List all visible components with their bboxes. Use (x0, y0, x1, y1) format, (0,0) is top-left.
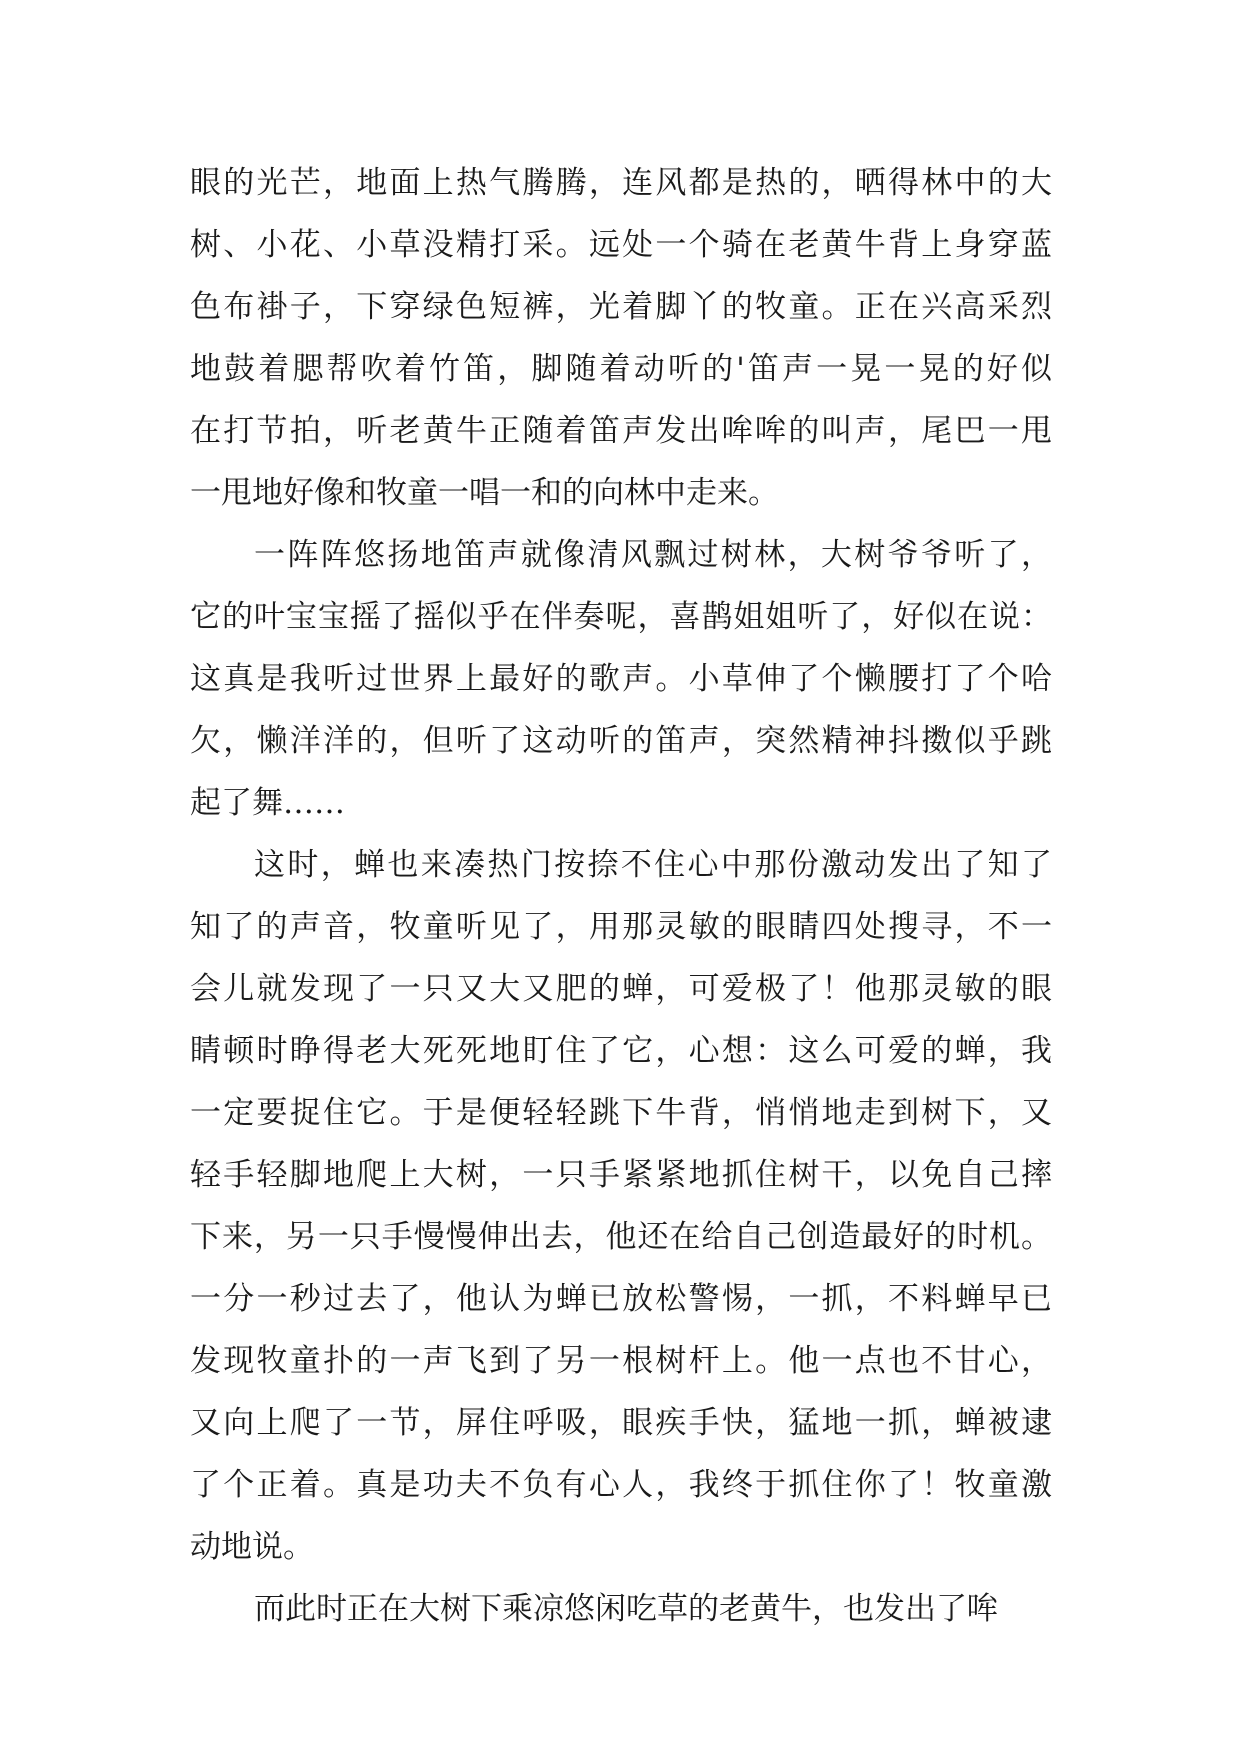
text-line: 睛顿时睁得老大死死地盯住了它，心想：这么可爱的蝉，我 (190, 1033, 1052, 1069)
paragraph-p3 (190, 834, 1052, 1578)
text-line: 一分一秒过去了，他认为蝉已放松警惕，一抓，不料蝉早已 (190, 1281, 1052, 1317)
text-line: 一甩地好像和牧童一唱一和的向林中走来。 (190, 475, 779, 511)
text-line: 下来，另一只手慢慢伸出去，他还在给自己创造最好的时机。 (190, 1219, 1052, 1255)
text-line: 而此时正在大树下乘凉悠闲吃草的老黄牛，也发出了哞 (254, 1591, 998, 1627)
paragraph-p1 (190, 152, 1052, 524)
text-line: 一定要捉住它。于是便轻轻跳下牛背，悄悄地走到树下，又 (190, 1095, 1052, 1131)
text-line: 动地说。 (190, 1529, 314, 1565)
text-line: 了个正着。真是功夫不负有心人，我终于抓住你了！牧童激 (190, 1467, 1052, 1503)
text-line: 发现牧童扑的一声飞到了另一根树杆上。他一点也不甘心， (190, 1343, 1052, 1379)
text-line: 地鼓着腮帮吹着竹笛，脚随着动听的'笛声一晃一晃的好似 (190, 351, 1052, 387)
text-line: 在打节拍，听老黄牛正随着笛声发出哞哞的叫声，尾巴一甩 (190, 413, 1052, 449)
document-body (190, 152, 1052, 1640)
text-line: 它的叶宝宝摇了摇似乎在伴奏呢，喜鹊姐姐听了，好似在说： (190, 599, 1052, 635)
text-line: 会儿就发现了一只又大又肥的蝉，可爱极了！他那灵敏的眼 (190, 971, 1052, 1007)
text-line: 欠，懒洋洋的，但听了这动听的笛声，突然精神抖擞似乎跳 (190, 723, 1052, 759)
text-line: 又向上爬了一节，屏住呼吸，眼疾手快，猛地一抓，蝉被逮 (190, 1405, 1052, 1441)
text-line: 起了舞…… (190, 785, 345, 821)
text-line: 知了的声音，牧童听见了，用那灵敏的眼睛四处搜寻，不一 (190, 909, 1052, 945)
text-line: 一阵阵悠扬地笛声就像清风飘过树林，大树爷爷听了， (254, 537, 1052, 573)
paragraph-p4 (190, 1578, 1052, 1640)
text-line: 眼的光芒，地面上热气腾腾，连风都是热的，晒得林中的大 (190, 165, 1052, 201)
text-line: 这时，蝉也来凑热门按捺不住心中那份激动发出了知了 (254, 847, 1052, 883)
text-line: 色布褂子，下穿绿色短裤，光着脚丫的牧童。正在兴高采烈 (190, 289, 1052, 325)
text-line: 这真是我听过世界上最好的歌声。小草伸了个懒腰打了个哈 (190, 661, 1052, 697)
paragraph-p2 (190, 524, 1052, 834)
text-line: 树、小花、小草没精打采。远处一个骑在老黄牛背上身穿蓝 (190, 227, 1052, 263)
text-line: 轻手轻脚地爬上大树，一只手紧紧地抓住树干，以免自己摔 (190, 1157, 1052, 1193)
